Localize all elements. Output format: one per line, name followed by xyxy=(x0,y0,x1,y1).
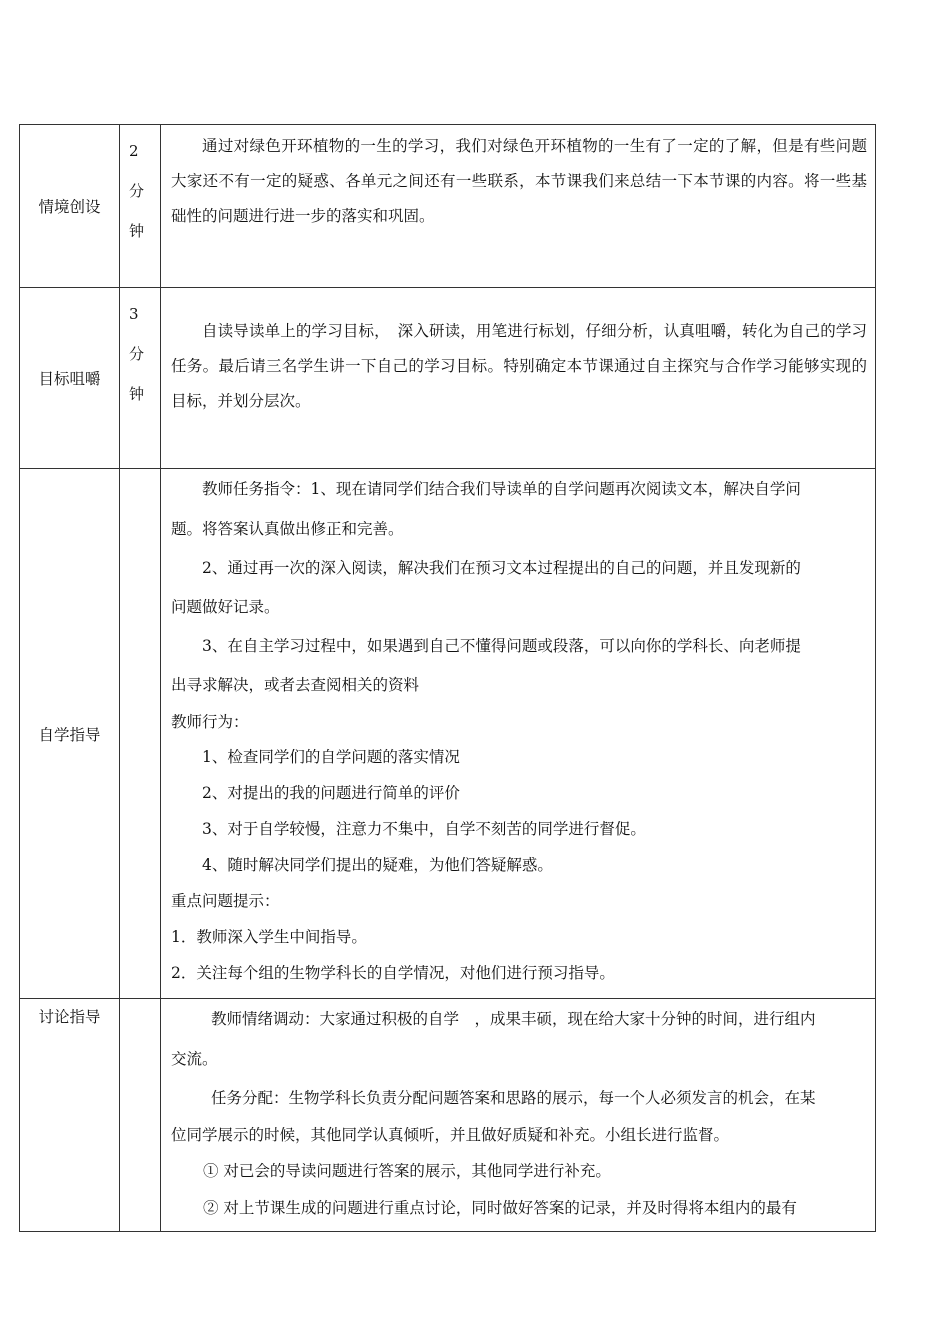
task-line: 教师任务指令：1、现在请同学们结合我们导读单的自学问题再次阅读文本，解决自学问 xyxy=(202,480,801,498)
row-label: 情境创设 xyxy=(20,125,120,288)
behavior-item: 4、随时解决同学们提出的疑难，为他们答疑解惑。 xyxy=(202,856,553,874)
key-item: 1．教师深入学生中间指导。 xyxy=(171,928,367,946)
content-cell xyxy=(161,125,876,288)
time-cell xyxy=(120,125,161,288)
key-heading: 重点问题提示： xyxy=(171,892,280,910)
time-unit-2: 钟 xyxy=(129,385,145,403)
time-unit-1: 分 xyxy=(129,345,145,363)
time-cell xyxy=(120,288,161,469)
lesson-plan-table xyxy=(19,124,876,1232)
task-line: 2、通过再一次的深入阅读，解决我们在预习文本过程提出的自己的问题，并且发现新的 xyxy=(202,559,801,577)
discussion-line: ② 对上节课生成的问题进行重点讨论，同时做好答案的记录，并及时得将本组内的最有 xyxy=(203,1199,797,1217)
time-unit-1: 分 xyxy=(129,182,145,200)
behavior-item: 1、检查同学们的自学问题的落实情况 xyxy=(202,748,460,766)
task-line: 3、在自主学习过程中，如果遇到自己不懂得问题或段落，可以向你的学科长、向老师提 xyxy=(202,637,801,655)
content-cell xyxy=(161,469,876,999)
discussion-line: ① 对已会的导读问题进行答案的展示，其他同学进行补充。 xyxy=(203,1162,611,1180)
row-label: 自学指导 xyxy=(20,469,120,999)
behavior-item: 3、对于自学较慢，注意力不集中，自学不刻苦的同学进行督促。 xyxy=(202,820,646,838)
time-unit-2: 钟 xyxy=(129,222,145,240)
behavior-item: 2、对提出的我的问题进行简单的评价 xyxy=(202,784,460,802)
key-item: 2．关注每个组的生物学科长的自学情况，对他们进行预习指导。 xyxy=(171,964,615,982)
time-cell-empty xyxy=(120,469,161,999)
time-cell-empty xyxy=(120,999,161,1232)
task-line: 问题做好记录。 xyxy=(171,598,280,616)
behavior-heading: 教师行为： xyxy=(171,713,249,731)
discussion-line: 教师情绪调动：大家通过积极的自学 ，成果丰硕，现在给大家十分钟的时间，进行组内 xyxy=(211,1010,816,1028)
content-paragraph: 自读导读单上的学习目标， 深入研读，用笔进行标划，仔细分析，认真咀嚼，转化为自己的学习任务。最后请三名学生讲一下自己的学习目标。特别确定本节课通过自主探究与合作学习能够实现的目标，并划分层次。 xyxy=(171,322,867,410)
row-label: 讨论指导 xyxy=(20,999,120,1232)
table-row xyxy=(20,999,876,1232)
table-row xyxy=(20,288,876,469)
discussion-line: 位同学展示的时候，其他同学认真倾听，并且做好质疑和补充。小组长进行监督。 xyxy=(171,1126,730,1144)
content-cell xyxy=(161,288,876,469)
content-cell xyxy=(161,999,876,1232)
discussion-line: 交流。 xyxy=(171,1050,218,1068)
time-value: 2 xyxy=(129,142,139,160)
row-label: 目标咀嚼 xyxy=(20,288,120,469)
time-value: 3 xyxy=(129,305,139,323)
task-line: 出寻求解决，或者去查阅相关的资料 xyxy=(171,676,420,694)
content-paragraph: 通过对绿色开环植物的一生的学习，我们对绿色开环植物的一生有了一定的了解，但是有些问题大家还不有一定的疑惑、各单元之间还有一些联系，本节课我们来总结一下本节课的内容。将一些基础性的问题进行进一步的落实和巩固。 xyxy=(171,137,867,225)
table-row xyxy=(20,125,876,288)
task-line: 题。将答案认真做出修正和完善。 xyxy=(171,520,404,538)
table-row xyxy=(20,469,876,999)
discussion-line: 任务分配：生物学科长负责分配问题答案和思路的展示，每一个人必须发言的机会，在某 xyxy=(211,1089,816,1107)
